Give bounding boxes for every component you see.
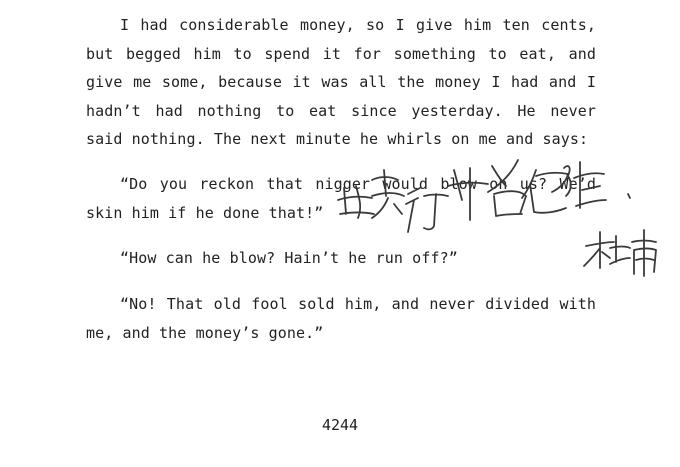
page-number: 4244 [321,416,359,434]
paragraph-3: “How can he blow? Hain’t he run off?” [120,249,458,267]
paragraph-2: “Do you reckon that nigger would blow on us? We’d skin him if he done that!” [86,175,596,222]
paragraph-1: I had considerable money, so I give him ten cents, but begged him to spend it for something to eat, and give me some, because it was all the money I had and I hadn’t had nothing to eat since yesterday. He never said nothing. The next minute he whirls on me and says: [86,16,596,148]
paragraph-4: “No! That old fool sold him, and never divided with me, and the money’s gone.” [86,295,596,342]
